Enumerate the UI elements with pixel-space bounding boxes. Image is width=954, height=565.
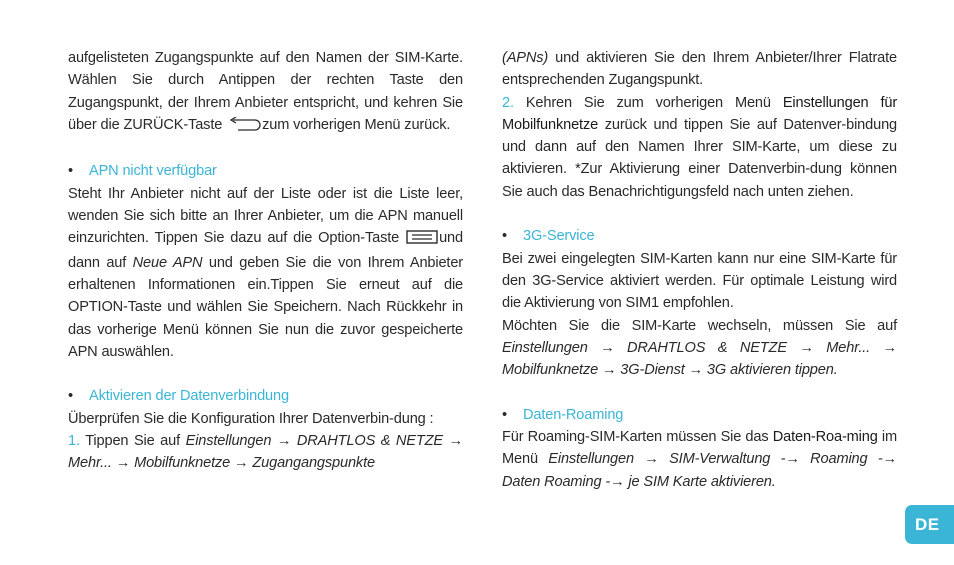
right-column	[502, 47, 897, 493]
section-heading-3g: • 3G-Service	[502, 228, 595, 245]
roaming-paragraph: Für Roaming-SIM-Karten müssen Sie das Daten-Roa-ming im Menü Einstellungen → SIM-Verwaltung -→ Roaming -→ Daten Roaming -→ je SIM Karte aktivieren.	[502, 429, 897, 490]
language-badge: DE	[905, 505, 954, 544]
menu-key-icon	[406, 229, 438, 251]
back-arrow-icon	[227, 116, 261, 138]
3g-paragraph-1: Bei zwei eingelegten SIM-Karten kann nur eine SIM-Karte für den 3G-Service aktiviert werden. Für optimale Leistung wird die Aktivierung von SIM1 empfohlen.	[502, 250, 897, 312]
step-2: 2. Kehren Sie zum vorherigen Menü Einstellungen für Mobilfunknetze zurück und tippen Sie auf Datenver-bindung und dann auf den Namen Ihrer SIM-Karte, um diese zu aktivieren. *Zur Aktivierung einer Datenverbin-dung können Sie auch das Benachrichtigungsfeld nach unten ziehen.	[502, 94, 898, 200]
section-heading-data-connection: • Aktivieren der Datenverbindung	[68, 388, 289, 405]
section-heading-roaming: • Daten-Roaming	[502, 406, 624, 423]
section-heading-apn: • APN nicht verfügbar	[68, 163, 217, 180]
step-1: 1. Tippen Sie auf Einstellungen → DRAHTLOS & NETZE → Mehr... → Mobilfunknetze → Zugangangspunkte	[68, 433, 463, 472]
left-column	[68, 47, 463, 475]
apn-paragraph: Steht Ihr Anbieter nicht auf der Liste oder ist die Liste leer, wenden Sie sich bitte an Ihrer Anbieter, um die APN manuell einzurichten. Tippen Sie dazu auf die Option-Taste und dann auf Neue APN und geben Sie die von Ihrem Anbieter erhaltenen Informationen ein.Tippen Sie erneut auf die OPTION-Taste und wählen Sie Speichern. Nach Rückkehr in das vorherige Menü können Sie nun die zuvor gespeicherte APN auswählen.	[68, 185, 464, 360]
data-connection-paragraph: Überprüfen Sie die Konfiguration Ihrer Datenverbin-dung :	[68, 410, 434, 427]
intro-paragraph: aufgelisteten Zugangspunkte auf den Namen der SIM-Karte. Wählen Sie durch Antippen der rechten Taste den Zugangspunkt, der Ihrem Anbieter entspricht, und kehren Sie über die ZURÜCK-Taste zum vorherigen Menü zurück.	[68, 47, 463, 138]
3g-paragraph-2: Möchten Sie die SIM-Karte wechseln, müssen Sie auf Einstellungen → DRAHTLOS & NETZE → Mehr... → Mobilfunknetze → 3G-Dienst → 3G aktivieren tippen.	[502, 317, 897, 379]
apn-continuation: (APNs) und aktivieren Sie den Ihrem Anbieter/Ihrer Flatrate entsprechenden Zugangspunkt.	[502, 50, 898, 89]
